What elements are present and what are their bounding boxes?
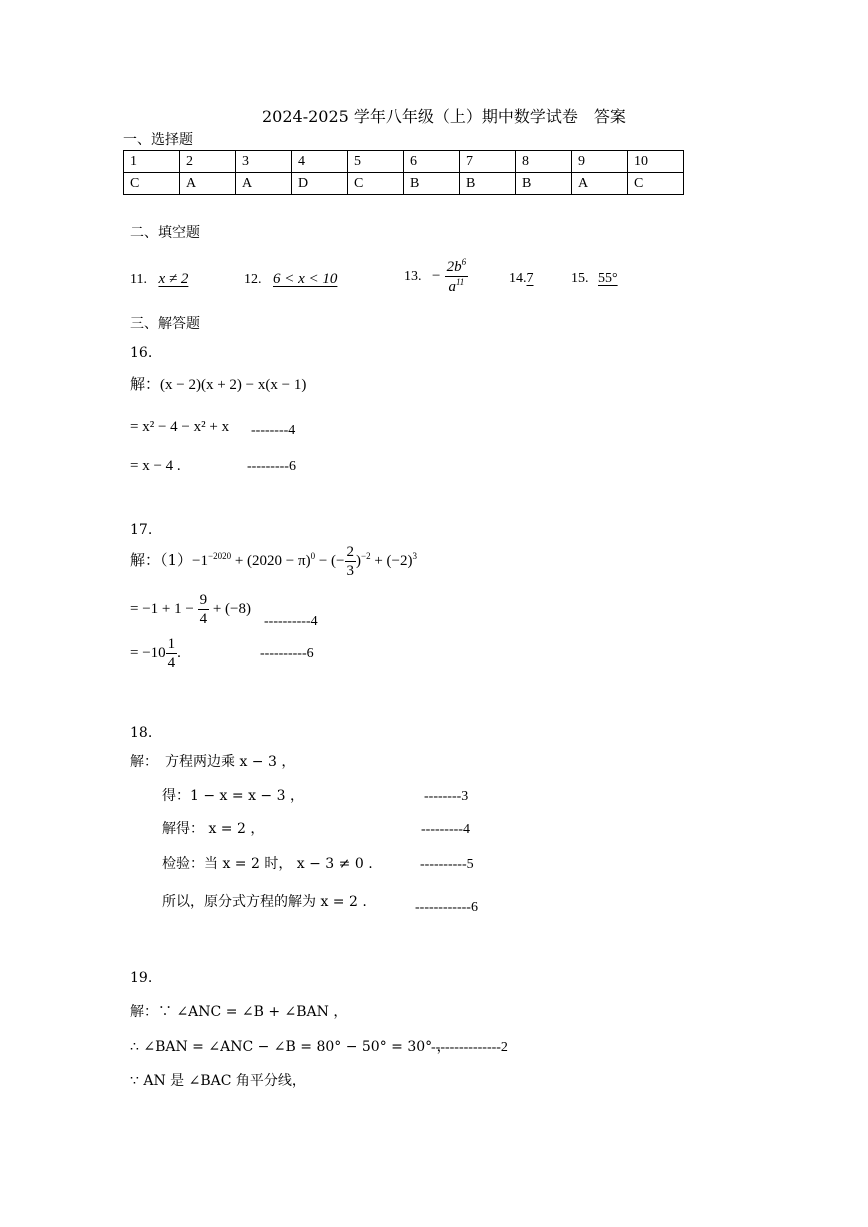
answer-value: x ≠ 2 [158, 271, 189, 287]
fill-answer-11 [130, 272, 210, 287]
exponent: 0 [310, 551, 316, 562]
table-cell: C [348, 173, 404, 195]
q19-line-1: 解：∵ ∠ANC = ∠B + ∠BAN ， [130, 1004, 348, 1020]
table-cell: 1 [124, 151, 180, 173]
term: −1 [192, 553, 209, 570]
term: . [177, 645, 181, 662]
table-cell: A [180, 173, 236, 195]
q18-line-1: 解： 方程两边乘 x − 3 ， [130, 754, 296, 770]
numerator: 9 [199, 592, 208, 608]
term: + (−8) [212, 601, 252, 618]
q17-score-3: ----------6 [260, 646, 314, 661]
fill-answer-14 [509, 272, 547, 286]
answer-value: 7 [526, 271, 534, 286]
page-title: 2024-2025 学年八年级（上）期中数学试卷 答案 [262, 107, 626, 126]
exponent: 11 [455, 276, 465, 287]
q18-line-5: 所以，原分式方程的解为 x = 2 . [162, 894, 367, 910]
answer-fraction [445, 258, 469, 296]
table-cell: 7 [460, 151, 516, 173]
fill-answer-12 [244, 272, 367, 287]
q16-line-1: 解：(x − 2)(x + 2) − x(x − 1) [130, 377, 307, 393]
table-cell: 9 [572, 151, 628, 173]
table-cell: A [236, 173, 292, 195]
table-cell: 2 [180, 151, 236, 173]
term: − (− [315, 553, 345, 570]
denominator: 3 [346, 562, 354, 579]
section-heading-choice: 一、选择题 [123, 132, 193, 148]
q16-line-2: = x² − 4 − x² + x [130, 419, 230, 435]
question-16-label: 16. [130, 345, 153, 361]
table-cell: 10 [628, 151, 684, 173]
denominator: a [448, 278, 456, 295]
table-cell: B [516, 173, 572, 195]
minus-sign: − [431, 268, 442, 285]
section-heading-fill: 二、填空题 [130, 225, 200, 241]
table-cell: B [460, 173, 516, 195]
q16-line-3: = x − 4 . [130, 458, 181, 474]
table-cell: 6 [404, 151, 460, 173]
q18-line-2: 得：1 − x = x − 3 ， [162, 788, 304, 804]
q18-line-4: 检验：当 x = 2 时， x − 3 ≠ 0 . [162, 856, 373, 872]
exponent: −2 [361, 551, 371, 562]
question-number: 14. [509, 271, 527, 286]
denominator: 4 [199, 610, 208, 627]
q19-line-3: ∵ AN 是 ∠BAC 角平分线， [130, 1073, 306, 1089]
table-cell: A [572, 173, 628, 195]
choice-answer-table [123, 150, 684, 195]
term: + (2020 − π) [231, 553, 311, 570]
q17-score-2: ----------4 [264, 614, 318, 629]
table-cell: 4 [292, 151, 348, 173]
part-label: 解：（1） [130, 551, 193, 570]
q16-score-2: --------4 [251, 423, 296, 438]
table-cell: 8 [516, 151, 572, 173]
section-heading-solve: 三、解答题 [130, 316, 200, 332]
q18-score-2: --------3 [424, 789, 469, 804]
q18-score-3: ---------4 [421, 822, 470, 837]
table-cell: 3 [236, 151, 292, 173]
fill-answer-13 [404, 258, 468, 296]
table-cell: C [124, 173, 180, 195]
q19-line-2: ∴ ∠BAN = ∠ANC − ∠B = 80° − 50° = 30° ， [130, 1039, 451, 1055]
q17-line-2 [130, 592, 251, 628]
table-row-numbers [124, 151, 684, 173]
table-cell: B [404, 173, 460, 195]
question-19-label: 19. [130, 970, 153, 986]
table-cell: C [628, 173, 684, 195]
q17-line-3 [130, 636, 181, 672]
term: = −10 [130, 645, 166, 662]
question-number: 15. [571, 271, 589, 286]
exponent: 3 [412, 551, 417, 562]
question-number: 12. [244, 272, 262, 287]
fill-answer-15 [571, 272, 626, 286]
q16-score-3: ---------6 [247, 459, 296, 474]
answer-value: 6 < x < 10 [273, 271, 338, 287]
answer-value: 55° [598, 271, 618, 286]
term: + (−2) [370, 553, 413, 570]
numerator: 1 [167, 636, 176, 652]
denominator: 4 [167, 654, 176, 671]
exponent: −2020 [208, 551, 232, 562]
table-cell: 5 [348, 151, 404, 173]
numerator: 2b [446, 259, 462, 275]
q18-line-3: 解得： x = 2 ， [162, 821, 265, 837]
q18-score-4: ----------5 [420, 857, 474, 872]
q18-score-5: ------------6 [415, 900, 478, 915]
question-number: 11. [130, 272, 147, 287]
exponent: 6 [461, 257, 467, 267]
numerator: 2 [346, 544, 354, 560]
table-row-answers [124, 173, 684, 195]
q17-line-1 [130, 544, 417, 580]
q19-score-2: ---------------2 [431, 1040, 508, 1055]
term: = −1 + 1 − [130, 601, 194, 618]
question-18-label: 18. [130, 725, 153, 741]
term: ) [356, 553, 361, 570]
table-cell: D [292, 173, 348, 195]
question-17-label: 17. [130, 522, 153, 538]
question-number: 13. [404, 268, 422, 284]
